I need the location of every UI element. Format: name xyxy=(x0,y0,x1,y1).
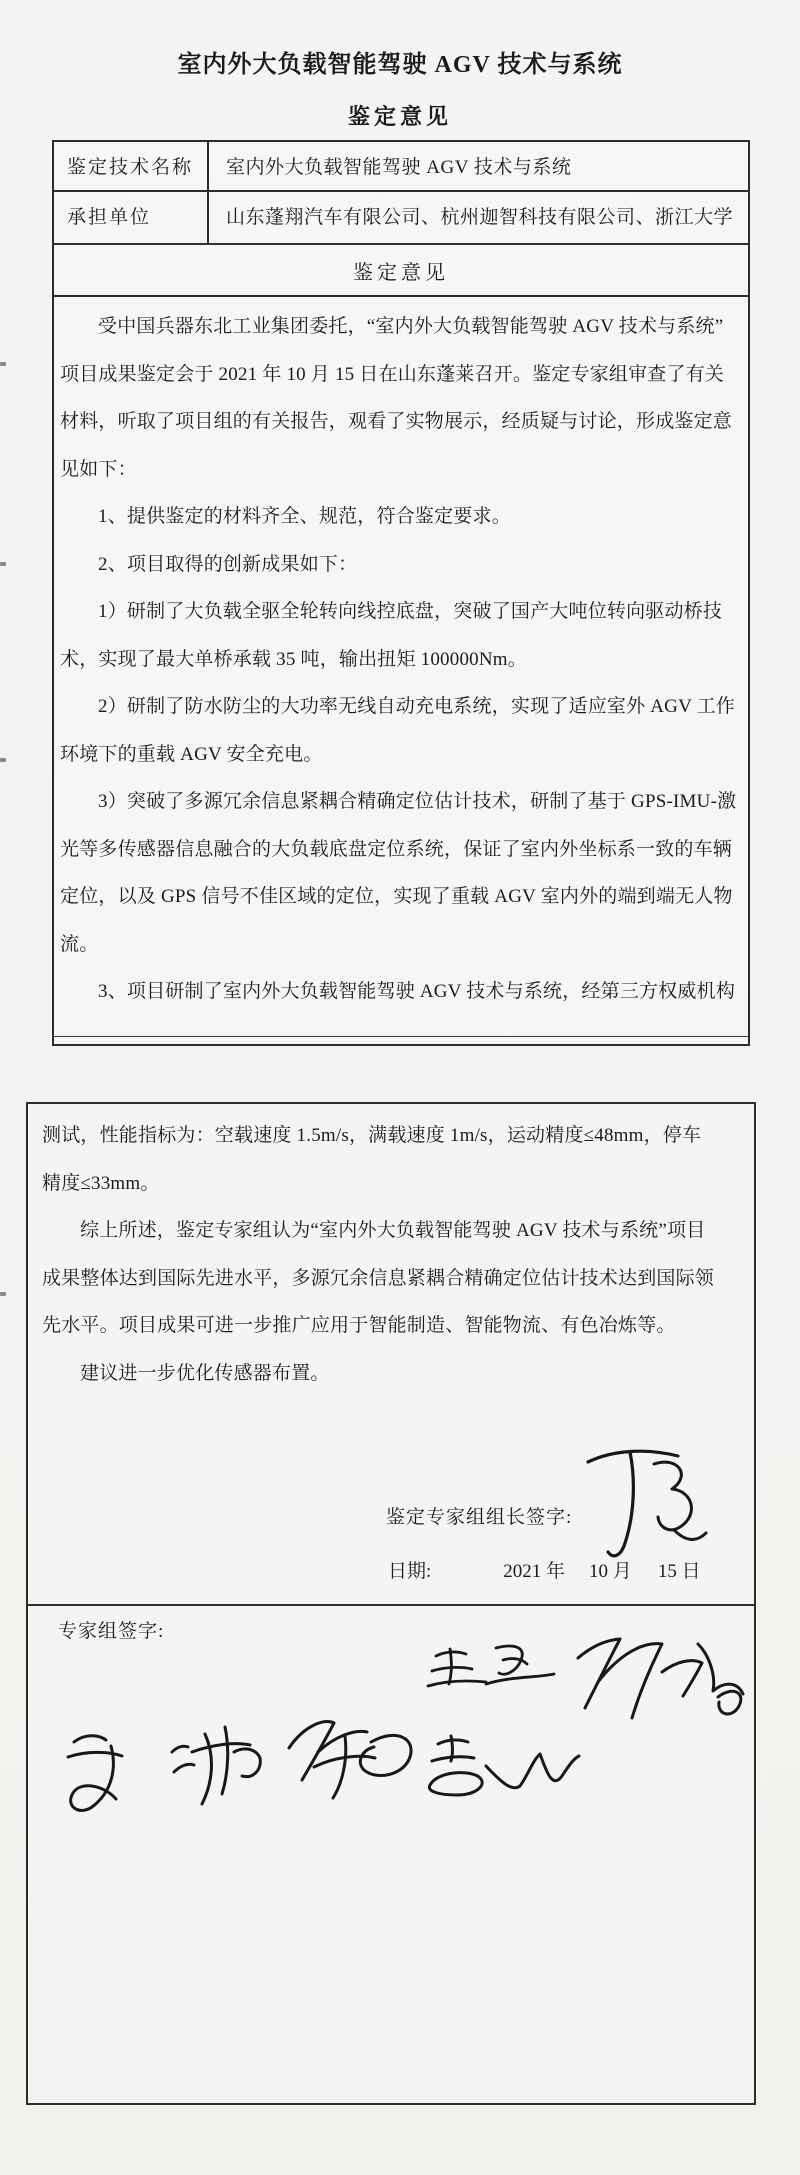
body-line: 1、提供鉴定的材料齐全、规范，符合鉴定要求。 xyxy=(98,506,511,527)
body-line: 2）研制了防水防尘的大功率无线自动充电系统，实现了适应室外 AGV 工作 xyxy=(98,696,736,717)
expert-signature-handwriting xyxy=(56,1726,141,1821)
body-line: 先水平。项目成果可进一步推广应用于智能制造、智能物流、有色冶炼等。 xyxy=(42,1315,676,1336)
body-line: 光等多传感器信息融合的大负载底盘定位系统，保证了室内外坐标系一致的车辆 xyxy=(60,838,733,860)
page-subtitle: 鉴定意见 xyxy=(347,104,452,129)
scan-artifact xyxy=(0,562,6,566)
date-year: 2021 年 xyxy=(503,1561,566,1582)
page-title: 室内外大负载智能驾驶 AGV 技术与系统 xyxy=(177,52,623,78)
opinion-body xyxy=(54,297,748,1037)
expert-signature-handwriting xyxy=(164,1716,269,1811)
divider-line xyxy=(28,1604,754,1606)
expert-signature-handwriting xyxy=(568,1626,758,1731)
date-row xyxy=(388,1556,701,1583)
body-line: 综上所述，鉴定专家组认为“室内外大负载智能驾驶 AGV 技术与系统”项目 xyxy=(80,1220,706,1241)
scan-artifact xyxy=(0,758,6,762)
expert-signature-handwriting xyxy=(416,1726,586,1816)
body-line: 2、项目取得的创新成果如下： xyxy=(98,553,358,575)
body-line: 1）研制了大负载全驱全轮转向线控底盘，突破了国产大吨位转向驱动桥技 xyxy=(98,601,723,622)
opinion-continuation-box xyxy=(26,1102,756,2105)
body-line: 建议进一步优化传感器布置。 xyxy=(80,1362,330,1384)
table-row xyxy=(54,192,748,245)
body-line: 环境下的重载 AGV 安全充电。 xyxy=(60,743,323,765)
expert-signature-handwriting xyxy=(274,1706,424,1806)
body-line: 精度≤33mm。 xyxy=(42,1172,160,1194)
row-value-undertaker: 山东蓬翔汽车有限公司、杭州迦智科技有限公司、浙江大学 xyxy=(226,207,734,228)
section-header: 鉴定意见 xyxy=(54,245,748,297)
opinion-body-continued xyxy=(42,1112,744,1397)
scan-artifact xyxy=(0,1292,6,1296)
body-line: 3、项目研制了室内外大负载智能驾驶 AGV 技术与系统，经第三方权威机构 xyxy=(98,981,736,1002)
body-line: 材料，听取了项目组的有关报告，观看了实物展示，经质疑与讨论，形成鉴定意 xyxy=(60,411,733,432)
chair-signature-handwriting xyxy=(558,1434,718,1564)
body-line: 3）突破了多源冗余信息紧耦合精确定位估计技术，研制了基于 GPS-IMU-激 xyxy=(98,791,737,812)
body-line: 定位，以及 GPS 信号不佳区域的定位，实现了重载 AGV 室内外的端到端无人物 xyxy=(60,886,733,907)
date-label: 日期: xyxy=(388,1561,432,1582)
date-day: 15 日 xyxy=(657,1561,701,1582)
row-value-tech-name: 室内外大负载智能驾驶 AGV 技术与系统 xyxy=(226,157,572,178)
date-month: 10 月 xyxy=(589,1561,632,1582)
body-line: 流。 xyxy=(60,933,99,955)
expert-signature-handwriting xyxy=(424,1638,559,1698)
body-line: 成果整体达到国际先进水平，多源冗余信息紧耦合精确定位估计技术达到国际领 xyxy=(42,1267,715,1289)
info-table xyxy=(52,140,750,1046)
body-line: 见如下： xyxy=(60,458,137,480)
scan-artifact xyxy=(0,362,6,366)
body-line: 项目成果鉴定会于 2021 年 10 月 15 日在山东蓬莱召开。鉴定专家组审查了有关 xyxy=(60,363,725,385)
experts-signature-label: 专家组签字: xyxy=(58,1621,165,1642)
row-label-tech-name: 鉴定技术名称 xyxy=(54,142,209,190)
body-line: 测试，性能指标为：空载速度 1.5m/s，满载速度 1m/s，运动精度≤48mm，停车 xyxy=(42,1125,702,1146)
body-line: 受中国兵器东北工业集团委托，“室内外大负载智能驾驶 AGV 技术与系统” xyxy=(98,316,724,337)
table-row xyxy=(54,142,748,192)
body-line: 术，实现了最大单桥承载 35 吨，输出扭矩 100000Nm。 xyxy=(60,648,527,670)
chair-signature-label: 鉴定专家组组长签字: xyxy=(386,1507,573,1528)
row-label-undertaker: 承担单位 xyxy=(54,192,209,243)
